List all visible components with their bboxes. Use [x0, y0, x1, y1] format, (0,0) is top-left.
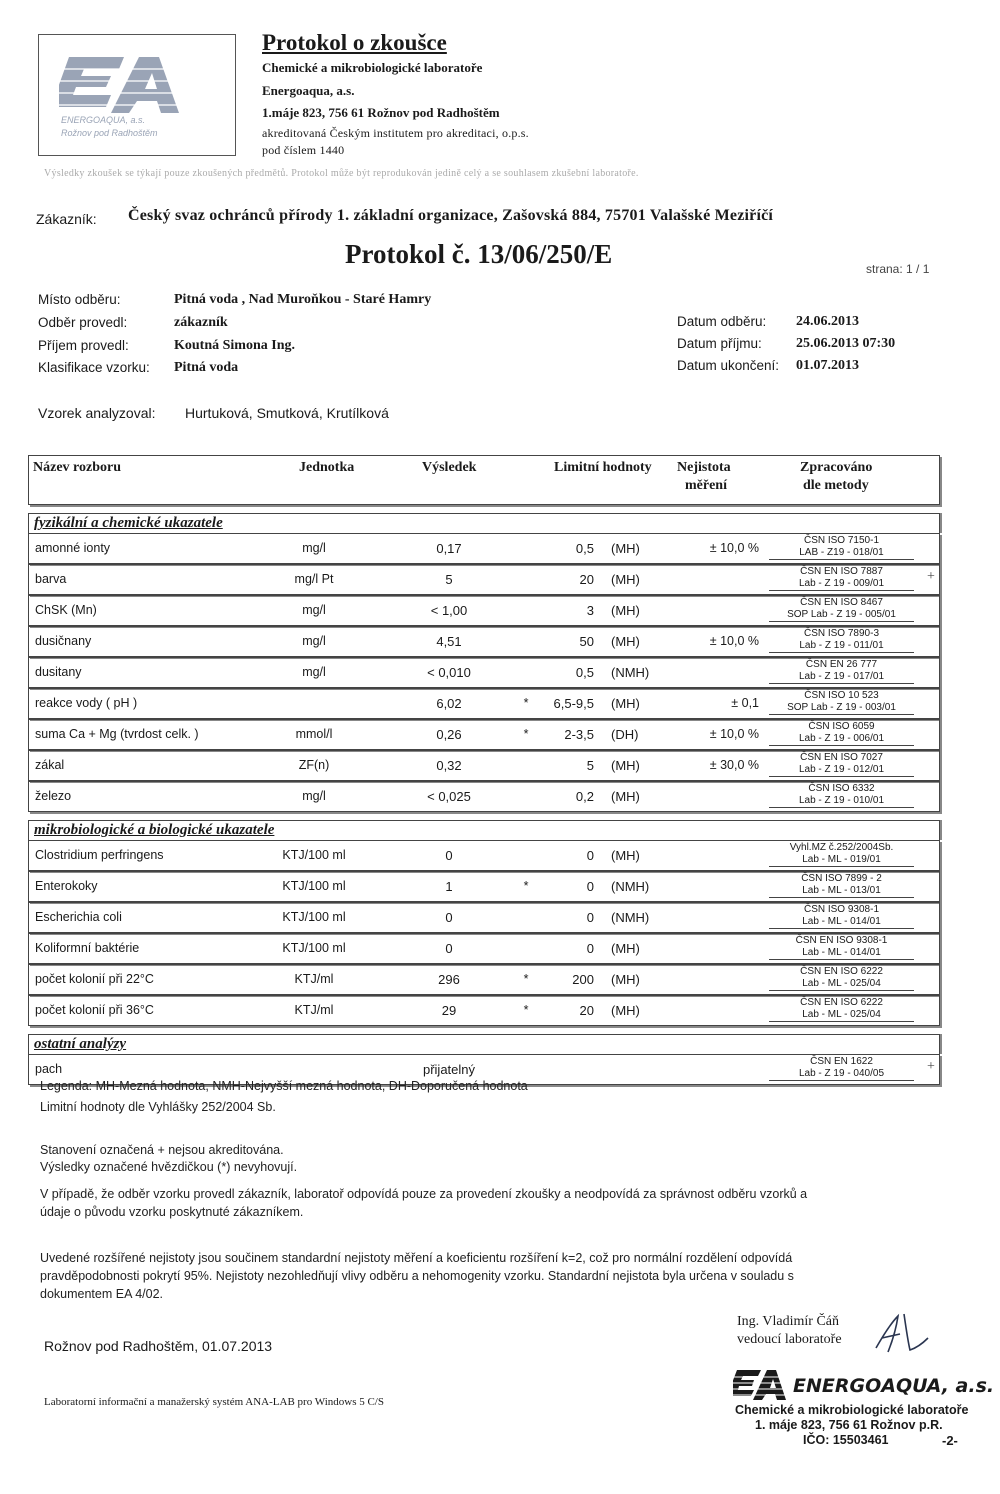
method-sop: SOP Lab - Z 19 - 003/01 [787, 702, 896, 713]
method-sop: Lab - ML - 025/04 [802, 978, 881, 989]
method-standard: ČSN EN ISO 6222 [800, 997, 883, 1008]
limit-type: (NMH) [611, 879, 650, 894]
method [769, 966, 914, 991]
sampling-note: V případě, že odběr vzorku provedl zákazník, laboratoř odpovídá pouze za provedení zkoušky a neodpovídá za správnost odběru vzorků a [40, 1187, 808, 1201]
analyzed-by-label: Vzorek analyzoval: [38, 405, 156, 421]
company-name: Energoaqua, a.s. [262, 83, 355, 98]
method-standard: ČSN EN ISO 8467 [800, 597, 883, 608]
limit-value: 50 [579, 634, 594, 649]
limit-value: 0 [586, 910, 594, 925]
header-method: Zpracováno [800, 460, 873, 475]
limit-value: 0 [586, 848, 594, 863]
method-standard: ČSN EN 26 777 [805, 659, 878, 670]
completion-date-label: Datum ukončení: [677, 358, 780, 373]
limit-value: 200 [572, 972, 594, 987]
unit: mmol/l [295, 727, 333, 741]
receipt-date-label: Datum příjmu: [677, 336, 762, 351]
limit-value: 0,2 [575, 789, 594, 804]
limit-value: 2-3,5 [564, 727, 594, 742]
result: 296 [438, 972, 460, 987]
sampling-place-value: Pitná voda , Nad Muroňkou - Staré Hamry [174, 292, 432, 307]
method-standard: ČSN ISO 7890-3 [803, 628, 880, 639]
method-standard: ČSN ISO 6332 [808, 783, 875, 794]
method-standard: ČSN ISO 9308-1 [803, 904, 880, 915]
limit-value: 0,5 [575, 541, 594, 556]
limit-type: (MH) [611, 941, 640, 956]
stamp-logo-mark [733, 1368, 793, 1402]
handwritten-signature [870, 1308, 930, 1356]
result: 0,17 [436, 541, 462, 556]
place-and-date: Rožnov pod Radhoštěm, 01.07.2013 [44, 1338, 273, 1354]
result: 29 [441, 1003, 457, 1018]
company-address: 1.máje 823, 756 61 Rožnov pod Radhoštěm [262, 105, 500, 120]
method [769, 566, 914, 591]
analysis-name: dusitany [35, 665, 82, 679]
stamp-company: ENERGOAQUA, a.s. [793, 1375, 995, 1397]
header-unit: Jednotka [299, 460, 355, 475]
table-row [28, 750, 940, 781]
uncertainty: ± 10,0 % [709, 727, 759, 741]
method-sop: Lab - ML - 019/01 [802, 854, 881, 865]
table-row [28, 995, 940, 1026]
unit: KTJ/ml [294, 1003, 334, 1017]
limit-type: (MH) [611, 758, 640, 773]
result: přijatelný [422, 1062, 476, 1077]
analysis-name: zákal [35, 758, 65, 772]
method [769, 783, 914, 808]
result: < 0,025 [427, 789, 471, 804]
method [769, 1056, 914, 1081]
limit-type: (MH) [611, 972, 640, 987]
table-row [28, 964, 940, 995]
method-sop: Lab - ML - 014/01 [802, 947, 881, 958]
accreditation-number: pod číslem 1440 [262, 143, 345, 157]
limit-type: (NMH) [611, 910, 650, 925]
uncertainty: ± 0,1 [731, 696, 759, 710]
limit-value: 20 [579, 1003, 594, 1018]
non-compliance-star: * [523, 696, 529, 710]
result: 0 [445, 910, 453, 925]
completion-date-value: 01.07.2013 [796, 358, 859, 373]
analysis-name: dusičnany [35, 634, 92, 648]
non-compliance-star: * [523, 727, 529, 741]
unit: KTJ/ml [294, 972, 334, 986]
sampled-by-label: Odběr provedl: [38, 315, 128, 330]
stamp-address: 1. máje 823, 756 61 Rožnov p.R. [755, 1418, 943, 1432]
limit-type: (DH) [611, 727, 639, 742]
unit: mg/l Pt [294, 572, 334, 586]
unit: mg/l [302, 665, 326, 679]
analysis-name: pach [35, 1062, 63, 1076]
non-compliance-star: * [523, 879, 529, 893]
unit: mg/l [302, 789, 326, 803]
uncertainty-note-2: pravděpodobnosti pokrytí 95%. Nejistoty nezohledňují vlivy odběru a nehomogenity vzorku. Standardní nejistota byla určena v souladu s [40, 1269, 794, 1283]
method-sop: LAB - Z19 - 018/01 [799, 547, 884, 558]
method-sop: Lab - Z 19 - 011/01 [799, 640, 884, 651]
section-title-bar [28, 1034, 940, 1054]
method-sop: Lab - Z 19 - 009/01 [798, 578, 885, 589]
page-mark: -2- [942, 1433, 958, 1448]
result: 6,02 [436, 696, 462, 711]
stamp-lab: Chemické a mikrobiologické laboratoře [735, 1403, 969, 1417]
limit-value: 0 [586, 941, 594, 956]
unit: mg/l [302, 603, 326, 617]
result: 5 [445, 572, 453, 587]
result: < 1,00 [430, 603, 468, 618]
header-limit: Limitní hodnoty [554, 460, 652, 475]
method-sop: Lab - ML - 014/01 [802, 916, 881, 927]
uncertainty-note-3: dokumentem EA 4/02. [40, 1287, 163, 1301]
customer-value: Český svaz ochránců přírody 1. základní organizace, Zašovská 884, 75701 Valašské Meziříčí [128, 207, 774, 224]
limit-type: (NMH) [611, 665, 650, 680]
method [769, 997, 914, 1022]
page-number: strana: 1 / 1 [866, 262, 930, 276]
signatory-title: vedoucí laboratoře [737, 1332, 842, 1347]
table-row [28, 688, 940, 719]
limit-type: (MH) [611, 634, 640, 649]
method [769, 904, 914, 929]
method-standard: ČSN ISO 7150-1 [803, 535, 880, 546]
not-accredited-mark: + [927, 569, 935, 584]
analysis-name: suma Ca + Mg (tvrdost celk. ) [35, 727, 199, 741]
method-standard: ČSN EN ISO 7887 [800, 566, 883, 577]
analysis-name: amonné ionty [35, 541, 111, 555]
limit-value: 20 [579, 572, 594, 587]
limit-type: (MH) [611, 789, 640, 804]
method [769, 628, 914, 653]
analysis-name: Escherichia coli [35, 910, 122, 924]
document-title: Protokol o zkoušce [262, 30, 447, 55]
footer-system: Laboratorní informační a manažerský systém ANA-LAB pro Windows 5 C/S [44, 1396, 384, 1408]
analysis-name: ChSK (Mn) [35, 603, 97, 617]
result: 1 [445, 879, 453, 894]
analysis-name: železo [35, 789, 72, 803]
limits-note: Limitní hodnoty dle Vyhlášky 252/2004 Sb. [40, 1100, 276, 1114]
non-compliance-star: * [523, 1003, 529, 1017]
result: 0,26 [436, 727, 462, 742]
method-standard: ČSN EN ISO 6222 [800, 966, 883, 977]
ea-logo-mark [59, 47, 209, 119]
section-title-bar [28, 513, 940, 533]
unit: mg/l [302, 541, 326, 555]
method-sop: Lab - Z 19 - 040/05 [798, 1068, 885, 1079]
analysis-name: barva [35, 572, 67, 586]
sampling-note-2: údaje o původu vzorku poskytnuté zákazníkem. [40, 1205, 304, 1219]
unit: mg/l [302, 634, 326, 648]
method [769, 690, 914, 715]
section-title: ostatní analýzy [34, 1036, 127, 1052]
table-row [28, 840, 940, 871]
method-sop: Lab - Z 19 - 012/01 [798, 764, 885, 775]
limit-type: (MH) [611, 696, 640, 711]
legend: Legenda: MH-Mezná hodnota, NMH-Nejvyšší mezná hodnota, DH-Doporučená hodnota [40, 1079, 528, 1093]
method [769, 535, 914, 560]
customer-label: Zákazník: [36, 211, 97, 227]
result: < 0,010 [427, 665, 471, 680]
logo-city: Rožnov pod Radhoštěm [61, 128, 158, 138]
limit-value: 3 [586, 603, 594, 618]
method-standard: ČSN ISO 10 523 [804, 690, 879, 701]
uncertainty: ± 10,0 % [709, 634, 759, 648]
result: 0 [445, 941, 453, 956]
unit: KTJ/100 ml [282, 910, 346, 924]
method-sop: Lab - ML - 013/01 [802, 885, 881, 896]
received-by-value: Koutná Simona Ing. [174, 338, 295, 353]
limit-value: 5 [586, 758, 594, 773]
method-standard: ČSN EN ISO 9308-1 [795, 935, 888, 946]
header-result: Výsledek [422, 460, 477, 475]
received-by-label: Příjem provedl: [38, 338, 129, 353]
not-accredited-mark: + [927, 1059, 935, 1074]
accreditation: akreditovaná Českým institutem pro akreditaci, o.p.s. [262, 126, 529, 140]
table-row [28, 902, 940, 933]
sampling-date-label: Datum odběru: [677, 314, 767, 329]
method-sop: Lab - ML - 025/04 [802, 1009, 881, 1020]
method [769, 659, 914, 684]
unit: KTJ/100 ml [282, 941, 346, 955]
analysis-name: Koliformní baktérie [35, 941, 140, 955]
method-sop: Lab - Z 19 - 010/01 [798, 795, 885, 806]
header-name: Název rozboru [33, 460, 121, 475]
sampling-date-value: 24.06.2013 [796, 314, 859, 329]
stars-note: Výsledky označené hvězdičkou (*) nevyhovují. [40, 1160, 298, 1174]
results-table [28, 455, 940, 1085]
section-title-bar [28, 820, 940, 840]
result: 0 [445, 848, 453, 863]
stamp-id: IČO: 15503461 [803, 1433, 889, 1447]
sampled-by-value: zákazník [174, 315, 228, 330]
table-row [28, 657, 940, 688]
limit-type: (MH) [611, 603, 640, 618]
uncertainty: ± 30,0 % [709, 758, 759, 772]
method-sop: SOP Lab - Z 19 - 005/01 [787, 609, 896, 620]
method [769, 721, 914, 746]
limit-type: (MH) [611, 848, 640, 863]
lab-name: Chemické a mikrobiologické laboratoře [262, 60, 483, 75]
section-title: fyzikální a chemické ukazatele [34, 515, 223, 531]
analyzed-by-value: Hurtuková, Smutková, Krutílková [185, 405, 389, 421]
unit: KTJ/100 ml [282, 848, 346, 862]
uncertainty: ± 10,0 % [709, 541, 759, 555]
method-sop: Lab - Z 19 - 017/01 [798, 671, 885, 682]
method [769, 597, 914, 622]
limit-type: (MH) [611, 541, 640, 556]
classification-value: Pitná voda [174, 360, 239, 375]
method-standard: ČSN ISO 7899 - 2 [801, 873, 882, 884]
method-standard: ČSN EN ISO 7027 [800, 752, 883, 763]
signatory-name: Ing. Vladimír Čáň [737, 1314, 840, 1329]
uncertainty-note: Uvedené rozšířené nejistoty jsou součinem standardní nejistoty měření a koeficientu rozšíření k=2, což pro normální rozdělení odpovídá [40, 1251, 793, 1265]
table-header [28, 455, 940, 505]
limit-type: (MH) [611, 572, 640, 587]
limit-type: (MH) [611, 1003, 640, 1018]
table-row [28, 871, 940, 902]
sampling-place-label: Místo odběru: [38, 292, 121, 307]
unit: ZF(n) [298, 758, 330, 772]
table-row [28, 719, 940, 750]
table-row [28, 781, 940, 812]
table-row [28, 626, 940, 657]
analysis-name: počet kolonií při 22°C [35, 972, 154, 986]
protocol-number: Protokol č. 13/06/250/E [345, 239, 613, 269]
accreditation-note: Stanovení označená + nejsou akreditována. [40, 1143, 284, 1157]
non-compliance-star: * [523, 972, 529, 986]
limit-value: 0 [586, 879, 594, 894]
limit-value: 6,5-9,5 [553, 696, 594, 711]
disclaimer: Výsledky zkoušek se týkají pouze zkoušených předmětů. Protokol může být reprodukován jedině celý a se souhlasem zkušební laboratoře. [44, 168, 639, 179]
limit-value: 0,5 [575, 665, 594, 680]
table-row [28, 595, 940, 626]
logo-company: ENERGOAQUA, a.s. [61, 115, 146, 125]
result: 0,32 [436, 758, 462, 773]
receipt-date-value: 25.06.2013 07:30 [796, 336, 896, 351]
method-standard: ČSN EN 1622 [810, 1056, 873, 1067]
table-row [28, 533, 940, 564]
method [769, 842, 914, 867]
table-row [28, 933, 940, 964]
table-row [28, 564, 940, 595]
method-sop: Lab - Z 19 - 006/01 [798, 733, 885, 744]
method [769, 873, 914, 898]
method [769, 935, 914, 960]
analysis-name: reakce vody ( pH ) [35, 696, 138, 710]
section-title: mikrobiologické a biologické ukazatele [34, 822, 275, 838]
header-uncertainty-2: měření [685, 478, 727, 493]
method-standard: Vyhl.MZ č.252/2004Sb. [789, 842, 894, 853]
analysis-name: Enterokoky [35, 879, 98, 893]
unit: KTJ/100 ml [282, 879, 346, 893]
analysis-name: počet kolonií při 36°C [35, 1003, 154, 1017]
analysis-name: Clostridium perfringens [35, 848, 164, 862]
lab-logo [38, 34, 236, 156]
method [769, 752, 914, 777]
header-method-2: dle metody [803, 478, 869, 493]
method-standard: ČSN ISO 6059 [808, 721, 875, 732]
classification-label: Klasifikace vzorku: [38, 360, 150, 375]
header-uncertainty: Nejistota [677, 460, 731, 475]
result: 4,51 [436, 634, 462, 649]
